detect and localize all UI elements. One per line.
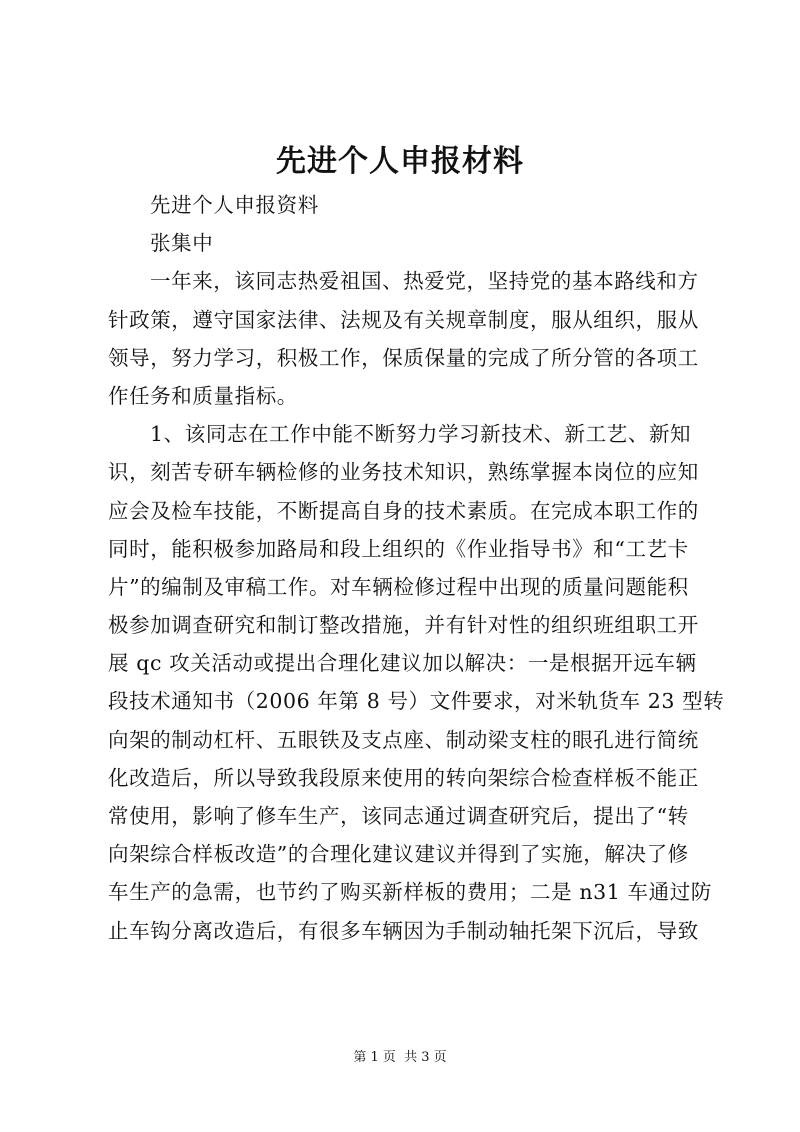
text-line: 展 qc 攻关活动或提出合理化建议加以解决：一是根据开远车辆 <box>108 651 697 676</box>
text-line: 车生产的急需，也节约了购买新样板的费用；二是 n31 车通过防 <box>108 880 712 905</box>
text-line: 针政策，遵守国家法律、法规及有关规章制度，服从组织，服从 <box>108 307 699 332</box>
page-total: 共 3 页 <box>404 1050 447 1065</box>
text-line: 向架的制动杠杆、五眼铁及支点座、制动梁支柱的眼孔进行简统 <box>108 727 699 752</box>
page-footer <box>0 1048 800 1068</box>
text-line: 常使用，影响了修车生产，该同志通过调查研究后，提出了“转 <box>108 804 689 828</box>
text-line: 张集中 <box>150 231 214 256</box>
text-line: 识，刻苦专研车辆检修的业务技术知识，熟练掌握本岗位的应知 <box>108 460 699 485</box>
document-title: 先进个人申报材料 <box>276 144 524 179</box>
text-line: 同时，能积极参加路局和段上组织的《作业指导书》和“工艺卡 <box>108 536 689 561</box>
text-line: 止车钩分离改造后，有很多车辆因为手制动轴托架下沉后，导致 <box>108 918 699 943</box>
text-line: 片”的编制及审稿工作。对车辆检修过程中出现的质量问题能积 <box>108 574 689 599</box>
text-line: 1、该同志在工作中能不断努力学习新技术、新工艺、新知 <box>150 422 692 447</box>
page-number: 第 1 页 <box>353 1050 396 1065</box>
text-line: 向架综合样板改造”的合理化建议建议并得到了实施，解决了修 <box>108 842 689 867</box>
text-line: 作任务和质量指标。 <box>108 383 298 408</box>
text-line: 先进个人申报资料 <box>150 193 319 217</box>
text-line: 化改造后，所以导致我段原来使用的转向架综合检查样板不能正 <box>108 765 699 790</box>
text-line: 段技术通知书（2006 年第 8 号）文件要求，对米轨货车 23 型转 <box>108 689 725 714</box>
text-line: 一年来，该同志热爱祖国、热爱党，坚持党的基本路线和方 <box>150 269 699 294</box>
text-line: 极参加调查研究和制订整改措施，并有针对性的组织班组职工开 <box>108 613 699 638</box>
document-body <box>108 186 725 950</box>
text-line: 领导，努力学习，积极工作，保质保量的完成了所分管的各项工 <box>108 345 699 370</box>
text-line: 应会及检车技能，不断提高自身的技术素质。在完成本职工作的 <box>108 498 699 523</box>
